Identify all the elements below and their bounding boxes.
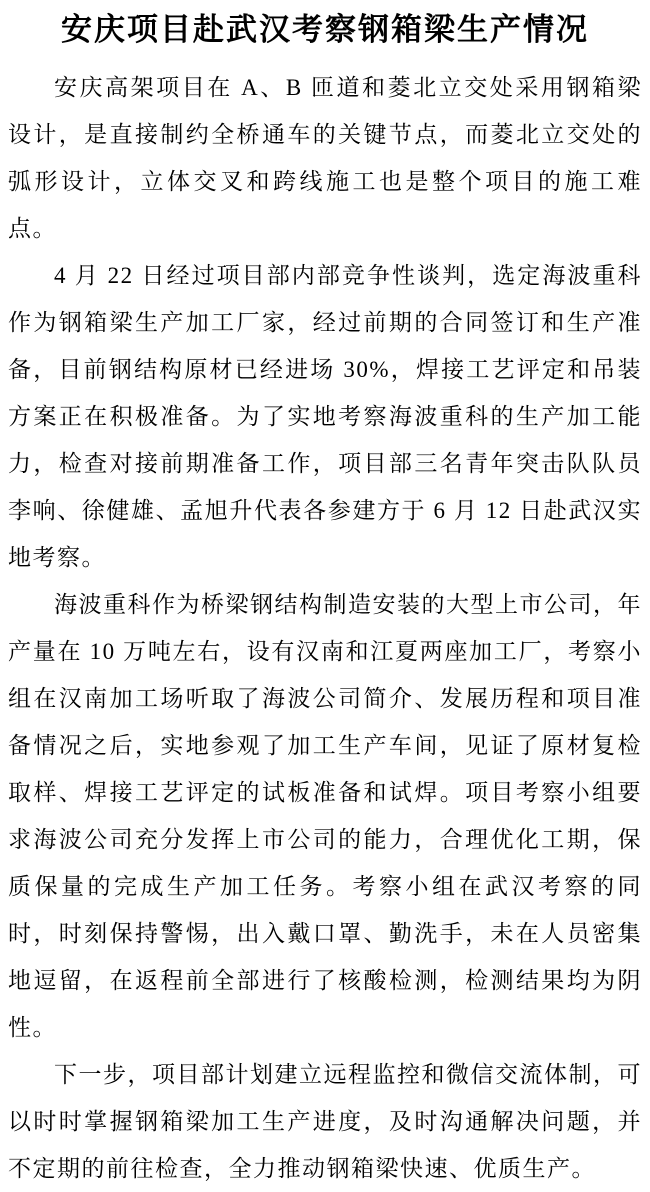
paragraph-selection-and-trip: 4 月 22 日经过项目部内部竞争性谈判，选定海波重科作为钢箱梁生产加工厂家，经过前期的合同签订和生产准备，目前钢结构原材已经进场 30%，焊接工艺评定和吊装方案正在积极准备。为了实地考察海波重科的生产加工能力，检查对接前期准备工作，项目部三名青年突击队队员李响、徐健雄、孟旭升代表各参建方于 6 月 12 日赴武汉实地考察。 <box>8 263 642 571</box>
paragraph-intro: 安庆高架项目在 A、B 匝道和菱北立交处采用钢箱梁设计，是直接制约全桥通车的关键节点，而菱北立交处的弧形设计，立体交叉和跨线施工也是整个项目的施工难点。 <box>8 75 642 242</box>
paragraph-inspection-details: 海波重科作为桥梁钢结构制造安装的大型上市公司，年产量在 10 万吨左右，设有汉南和江夏两座加工厂，考察小组在汉南加工场听取了海波公司简介、发展历程和项目准备情况之后，实地参观了加工生产车间，见证了原材复检取样、焊接工艺评定的试板准备和试焊。项目考察小组要求海波公司充分发挥上市公司的能力，合理优化工期，保质保量的完成生产加工任务。考察小组在武汉考察的同时，时刻保持警惕，出入戴口罩、勤洗手，未在人员密集地逗留，在返程前全部进行了核酸检测，检测结果均为阴性。 <box>8 592 642 1041</box>
document-title: 安庆项目赴武汉考察钢箱梁生产情况 <box>61 12 589 47</box>
paragraph-next-steps: 下一步，项目部计划建立远程监控和微信交流体制，可以时时掌握钢箱梁加工生产进度，及时沟通解决问题，并不定期的前往检查，全力推动钢箱梁快速、优质生产。 <box>8 1062 642 1182</box>
